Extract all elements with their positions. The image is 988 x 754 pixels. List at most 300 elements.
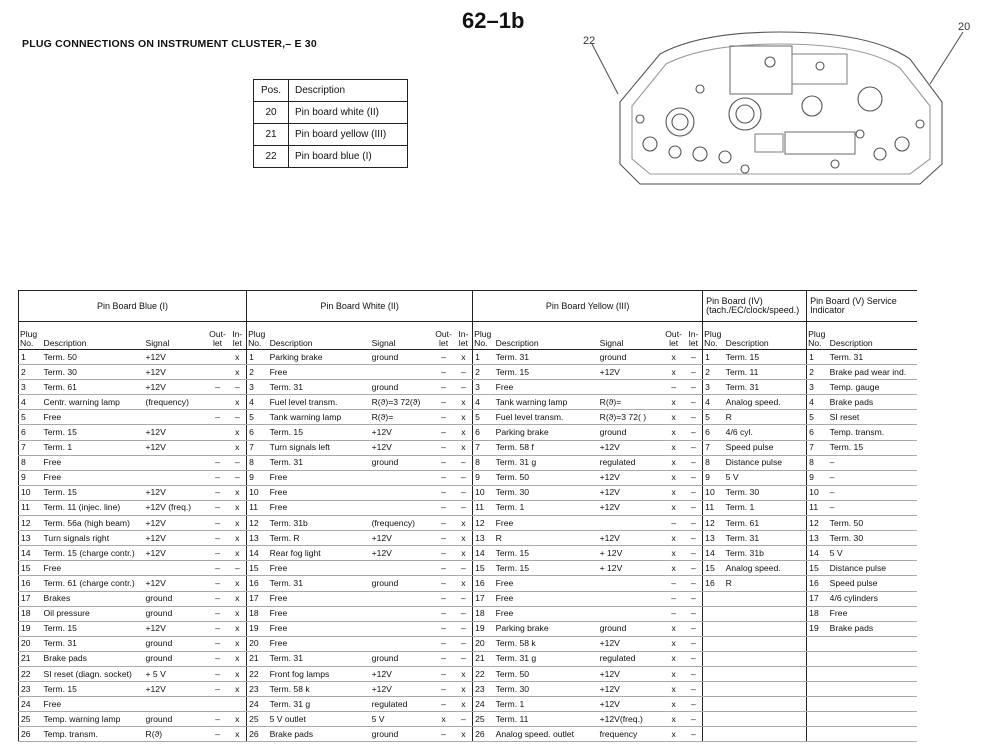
pin-description: Term. 1 (725, 500, 807, 515)
plug-number: 12 (247, 516, 269, 531)
pin-inlet: x (455, 727, 473, 742)
pin-signal: R(ϑ)= (371, 410, 433, 425)
pin-description (725, 697, 807, 712)
pin-signal (371, 621, 433, 636)
position-row (254, 102, 408, 124)
pin-outlet: x (433, 712, 455, 727)
pin-description: Free (495, 606, 599, 621)
pin-inlet: x (229, 516, 247, 531)
pin-inlet: x (229, 531, 247, 546)
plug-number: 18 (807, 606, 829, 621)
plug-number: 10 (807, 485, 829, 500)
pin-signal: ground (599, 621, 663, 636)
pin-description: Front fog lamps (269, 666, 371, 681)
pin-outlet: – (207, 606, 229, 621)
pin-table-column-header (19, 322, 917, 350)
pin-description (829, 712, 917, 727)
description-header: Description (269, 322, 371, 350)
pin-signal: ground (371, 455, 433, 470)
outlet-header: Out-let (433, 322, 455, 350)
plug-number: 2 (703, 365, 725, 380)
table-row (19, 591, 917, 606)
pin-inlet: – (685, 591, 703, 606)
pin-inlet: – (455, 380, 473, 395)
pin-outlet: x (663, 697, 685, 712)
plug-number: 6 (807, 425, 829, 440)
table-row (19, 365, 917, 380)
plug-number (703, 606, 725, 621)
pin-description: R (495, 531, 599, 546)
table-row (19, 425, 917, 440)
group-title: Pin Board Blue (I) (19, 291, 247, 322)
pin-description: 4/6 cyl. (725, 425, 807, 440)
pin-description: Term. 31b (725, 546, 807, 561)
description-header: Description (829, 322, 917, 350)
pin-inlet (229, 697, 247, 712)
pin-description: SI reset (829, 410, 917, 425)
plug-number: 1 (703, 350, 725, 365)
pin-signal (371, 470, 433, 485)
plug-number: 1 (473, 350, 495, 365)
pin-outlet: – (663, 380, 685, 395)
pin-outlet: x (663, 651, 685, 666)
pin-description (725, 712, 807, 727)
plug-number: 4 (703, 395, 725, 410)
plug-number: 13 (19, 531, 43, 546)
plug-number: 16 (473, 576, 495, 591)
pin-signal (145, 561, 207, 576)
pin-outlet: – (207, 455, 229, 470)
plug-number: 13 (247, 531, 269, 546)
pin-signal: +12V (371, 666, 433, 681)
pin-signal: ground (145, 712, 207, 727)
pin-description: Term. 30 (495, 485, 599, 500)
pin-outlet: x (663, 546, 685, 561)
pin-signal: +12V (145, 546, 207, 561)
plug-number: 8 (807, 455, 829, 470)
pin-outlet: – (433, 470, 455, 485)
plug-number (703, 591, 725, 606)
plug-number: 5 (19, 410, 43, 425)
pin-outlet: x (663, 425, 685, 440)
pin-description (725, 621, 807, 636)
plug-number (807, 682, 829, 697)
pin-signal: R(ϑ)=3 72( ) (599, 410, 663, 425)
pin-inlet: x (229, 440, 247, 455)
plug-number: 1 (247, 350, 269, 365)
plug-number: 2 (807, 365, 829, 380)
pin-outlet: – (207, 666, 229, 681)
pin-inlet: x (229, 546, 247, 561)
pin-signal: +12V (145, 576, 207, 591)
pin-description: Term. 50 (829, 516, 917, 531)
pin-outlet: – (207, 516, 229, 531)
plug-number: 15 (247, 561, 269, 576)
plug-number: 2 (19, 365, 43, 380)
pin-description: Term. 15 (43, 425, 145, 440)
plug-number: 15 (473, 561, 495, 576)
plug-number: 23 (473, 682, 495, 697)
table-row (19, 576, 917, 591)
pin-inlet: x (455, 576, 473, 591)
pin-description: Term. R (269, 531, 371, 546)
pin-inlet: – (685, 395, 703, 410)
pin-description: Term. 50 (495, 666, 599, 681)
pin-description: Turn signals left (269, 440, 371, 455)
pin-description: – (829, 455, 917, 470)
pin-signal: +12V (371, 682, 433, 697)
pin-signal: (frequency) (145, 395, 207, 410)
plug-number: 8 (247, 455, 269, 470)
signal-header: Signal (599, 322, 663, 350)
pin-outlet (207, 425, 229, 440)
plug-number: 3 (473, 380, 495, 395)
instrument-cluster-diagram (580, 14, 980, 204)
plug-number (807, 651, 829, 666)
plug-number: 24 (19, 697, 43, 712)
pin-table (18, 290, 917, 742)
pin-outlet: x (663, 531, 685, 546)
pin-description: Free (269, 591, 371, 606)
pin-signal: +12V (freq.) (145, 500, 207, 515)
outlet-header: Out-let (207, 322, 229, 350)
pin-inlet: x (229, 576, 247, 591)
pin-outlet: – (433, 500, 455, 515)
plug-number: 5 (703, 410, 725, 425)
pos-header: Pos. (254, 80, 289, 102)
pin-inlet: x (229, 712, 247, 727)
position-number: 20 (254, 102, 289, 124)
pin-signal: +12V (145, 380, 207, 395)
pin-description: Term. 58 k (495, 636, 599, 651)
pin-description: Free (495, 380, 599, 395)
pin-description: Analog speed. (725, 395, 807, 410)
pin-inlet: – (685, 727, 703, 742)
pin-inlet: – (229, 380, 247, 395)
pin-outlet (207, 365, 229, 380)
pin-inlet: – (455, 455, 473, 470)
pin-signal: +12V(freq.) (599, 712, 663, 727)
pin-description: Free (43, 561, 145, 576)
pin-description: Term. 56a (high beam) (43, 516, 145, 531)
pin-inlet: x (455, 682, 473, 697)
page-title: PLUG CONNECTIONS ON INSTRUMENT CLUSTER,– E 30 (22, 38, 317, 50)
pin-outlet: – (207, 561, 229, 576)
plug-number: 6 (19, 425, 43, 440)
pin-description (725, 606, 807, 621)
pin-description: Turn signals right (43, 531, 145, 546)
plug-number: 14 (473, 546, 495, 561)
table-row (19, 666, 917, 681)
pin-outlet: – (207, 712, 229, 727)
pin-signal (371, 591, 433, 606)
pin-outlet: – (433, 651, 455, 666)
pin-signal: +12V (599, 500, 663, 515)
pin-description (829, 666, 917, 681)
plug-number: 25 (247, 712, 269, 727)
plug-number: 14 (807, 546, 829, 561)
pin-signal: ground (371, 651, 433, 666)
pin-signal: +12V (145, 682, 207, 697)
table-row (19, 546, 917, 561)
pin-outlet (207, 395, 229, 410)
pin-outlet: x (663, 561, 685, 576)
table-row (19, 380, 917, 395)
plug-number: 7 (247, 440, 269, 455)
plug-number: 14 (247, 546, 269, 561)
plug-number: 20 (473, 636, 495, 651)
plug-number (703, 636, 725, 651)
pin-outlet: x (663, 636, 685, 651)
pin-signal (599, 516, 663, 531)
plug-number: 6 (247, 425, 269, 440)
plug-number: 11 (703, 500, 725, 515)
plug-number (703, 697, 725, 712)
pin-outlet: x (663, 365, 685, 380)
plug-no-header: Plug No. (247, 322, 269, 350)
pin-inlet: – (685, 410, 703, 425)
pin-outlet: – (207, 410, 229, 425)
plug-number: 22 (247, 666, 269, 681)
pin-outlet: x (663, 470, 685, 485)
pin-signal: ground (145, 606, 207, 621)
pin-outlet: – (433, 697, 455, 712)
pin-inlet: – (455, 651, 473, 666)
pin-description: Brake pads (829, 621, 917, 636)
plug-number: 7 (807, 440, 829, 455)
pin-inlet: – (685, 440, 703, 455)
pin-description: Speed pulse (725, 440, 807, 455)
pin-description: Term. 15 (43, 682, 145, 697)
pin-signal: +12V (145, 621, 207, 636)
plug-number: 12 (19, 516, 43, 531)
pin-description: Analog speed. outlet (495, 727, 599, 742)
pin-table-group-header (19, 291, 917, 322)
pin-description: Free (829, 606, 917, 621)
pin-inlet: x (229, 591, 247, 606)
pin-description: Term. 31 (725, 531, 807, 546)
pin-signal: regulated (599, 651, 663, 666)
plug-number: 2 (247, 365, 269, 380)
pin-outlet: x (663, 455, 685, 470)
pin-description: Free (495, 516, 599, 531)
pin-inlet: x (229, 350, 247, 365)
pin-description: Temp. transm. (43, 727, 145, 742)
plug-number: 3 (19, 380, 43, 395)
plug-number: 8 (703, 455, 725, 470)
pin-outlet: – (433, 621, 455, 636)
position-table (253, 79, 408, 168)
pin-outlet: – (207, 636, 229, 651)
pin-description: Term. 11 (495, 712, 599, 727)
plug-number: 23 (19, 682, 43, 697)
pin-outlet: – (207, 546, 229, 561)
pin-signal: +12V (145, 425, 207, 440)
table-row (19, 410, 917, 425)
pin-signal (371, 500, 433, 515)
table-row (19, 636, 917, 651)
pin-outlet: – (433, 365, 455, 380)
pin-description: Term. 15 (43, 621, 145, 636)
plug-number: 16 (247, 576, 269, 591)
pin-inlet: – (229, 410, 247, 425)
callout-left-label: 22 (583, 35, 596, 47)
pin-description: – (829, 500, 917, 515)
table-row (19, 470, 917, 485)
pin-description: Free (269, 606, 371, 621)
pin-description: Distance pulse (829, 561, 917, 576)
pin-inlet: x (455, 546, 473, 561)
pin-description: Free (43, 455, 145, 470)
pin-inlet: x (455, 531, 473, 546)
pin-outlet: x (663, 727, 685, 742)
pin-outlet: – (433, 561, 455, 576)
plug-number: 20 (19, 636, 43, 651)
table-row (19, 455, 917, 470)
pin-description (829, 682, 917, 697)
plug-number: 19 (807, 621, 829, 636)
plug-number: 5 (473, 410, 495, 425)
plug-number: 22 (473, 666, 495, 681)
pin-description: Free (269, 365, 371, 380)
plug-number (807, 636, 829, 651)
cluster-outline (620, 32, 942, 184)
pin-outlet (207, 350, 229, 365)
position-description: Pin board blue (I) (289, 146, 408, 168)
pin-description: 5 V outlet (269, 712, 371, 727)
pin-signal: +12V (599, 531, 663, 546)
pin-description: Term. 61 (charge contr.) (43, 576, 145, 591)
signal-header: Signal (371, 322, 433, 350)
pin-inlet: – (685, 682, 703, 697)
plug-number: 24 (247, 697, 269, 712)
plug-no-header: Plug No. (703, 322, 725, 350)
position-row (254, 146, 408, 168)
pin-description: Oil pressure (43, 606, 145, 621)
pin-description: Term. 1 (495, 500, 599, 515)
pin-signal: ground (145, 636, 207, 651)
plug-number: 16 (807, 576, 829, 591)
plug-number: 12 (807, 516, 829, 531)
pin-description: SI reset (diagn. socket) (43, 666, 145, 681)
pin-signal: +12V (371, 531, 433, 546)
pin-signal: (frequency) (371, 516, 433, 531)
pin-inlet: – (455, 485, 473, 500)
plug-number: 23 (247, 682, 269, 697)
pin-signal: +12V (599, 485, 663, 500)
pin-description: Free (43, 410, 145, 425)
plug-number: 3 (703, 380, 725, 395)
outlet-header: Out-let (663, 322, 685, 350)
plug-number (703, 621, 725, 636)
pin-inlet: x (229, 500, 247, 515)
plug-number: 9 (473, 470, 495, 485)
pin-description: Fuel level transm. (495, 410, 599, 425)
pin-description: Term. 31 (269, 455, 371, 470)
pin-signal: R(ϑ)=3 72(ϑ) (371, 395, 433, 410)
pin-outlet: x (663, 410, 685, 425)
pin-outlet: – (433, 350, 455, 365)
callout-right-label: 20 (958, 21, 971, 33)
pin-signal: regulated (371, 697, 433, 712)
plug-number (703, 727, 725, 742)
table-row (19, 697, 917, 712)
plug-number: 9 (807, 470, 829, 485)
pin-outlet: – (663, 576, 685, 591)
pin-inlet: x (455, 440, 473, 455)
pin-inlet: – (685, 666, 703, 681)
pin-description: Rear fog light (269, 546, 371, 561)
pin-description: Term. 1 (43, 440, 145, 455)
plug-number: 4 (247, 395, 269, 410)
plug-number (807, 697, 829, 712)
pin-signal: R(ϑ)= (599, 395, 663, 410)
plug-number: 18 (247, 606, 269, 621)
pin-inlet: x (229, 365, 247, 380)
plug-number: 1 (807, 350, 829, 365)
pin-inlet: – (229, 561, 247, 576)
pin-signal (145, 697, 207, 712)
pin-outlet: – (207, 621, 229, 636)
pin-inlet: x (229, 636, 247, 651)
plug-number: 10 (247, 485, 269, 500)
pin-signal: +12V (145, 516, 207, 531)
pin-outlet: – (207, 531, 229, 546)
plug-number: 19 (247, 621, 269, 636)
pin-outlet: – (433, 395, 455, 410)
description-header: Description (43, 322, 145, 350)
table-row (19, 395, 917, 410)
pin-signal: +12V (599, 636, 663, 651)
pin-description (725, 651, 807, 666)
plug-number: 6 (473, 425, 495, 440)
plug-number: 15 (19, 561, 43, 576)
plug-number: 17 (19, 591, 43, 606)
plug-number: 5 (247, 410, 269, 425)
group-title: Pin Board Yellow (III) (473, 291, 703, 322)
pin-description (829, 727, 917, 742)
table-row (19, 531, 917, 546)
pin-signal: regulated (599, 455, 663, 470)
plug-number: 9 (19, 470, 43, 485)
pin-inlet: x (229, 651, 247, 666)
pin-inlet: – (229, 455, 247, 470)
pin-signal: ground (371, 350, 433, 365)
plug-number: 21 (19, 651, 43, 666)
pin-signal: ground (599, 425, 663, 440)
pin-signal: +12V (599, 365, 663, 380)
pin-signal (145, 455, 207, 470)
pin-signal: ground (599, 350, 663, 365)
pin-outlet: – (663, 606, 685, 621)
pin-outlet: – (433, 410, 455, 425)
pin-description (829, 651, 917, 666)
pin-inlet: x (229, 666, 247, 681)
position-description: Pin board yellow (III) (289, 124, 408, 146)
pin-description: R (725, 410, 807, 425)
plug-number: 8 (473, 455, 495, 470)
pin-description: Free (269, 485, 371, 500)
table-row (19, 500, 917, 515)
pin-description: Temp. transm. (829, 425, 917, 440)
pin-inlet: x (455, 425, 473, 440)
table-row (19, 561, 917, 576)
pin-signal: +12V (599, 666, 663, 681)
pin-description: Term. 15 (269, 425, 371, 440)
pin-description (829, 697, 917, 712)
pin-description: Term. 1 (495, 697, 599, 712)
pin-outlet: x (663, 682, 685, 697)
